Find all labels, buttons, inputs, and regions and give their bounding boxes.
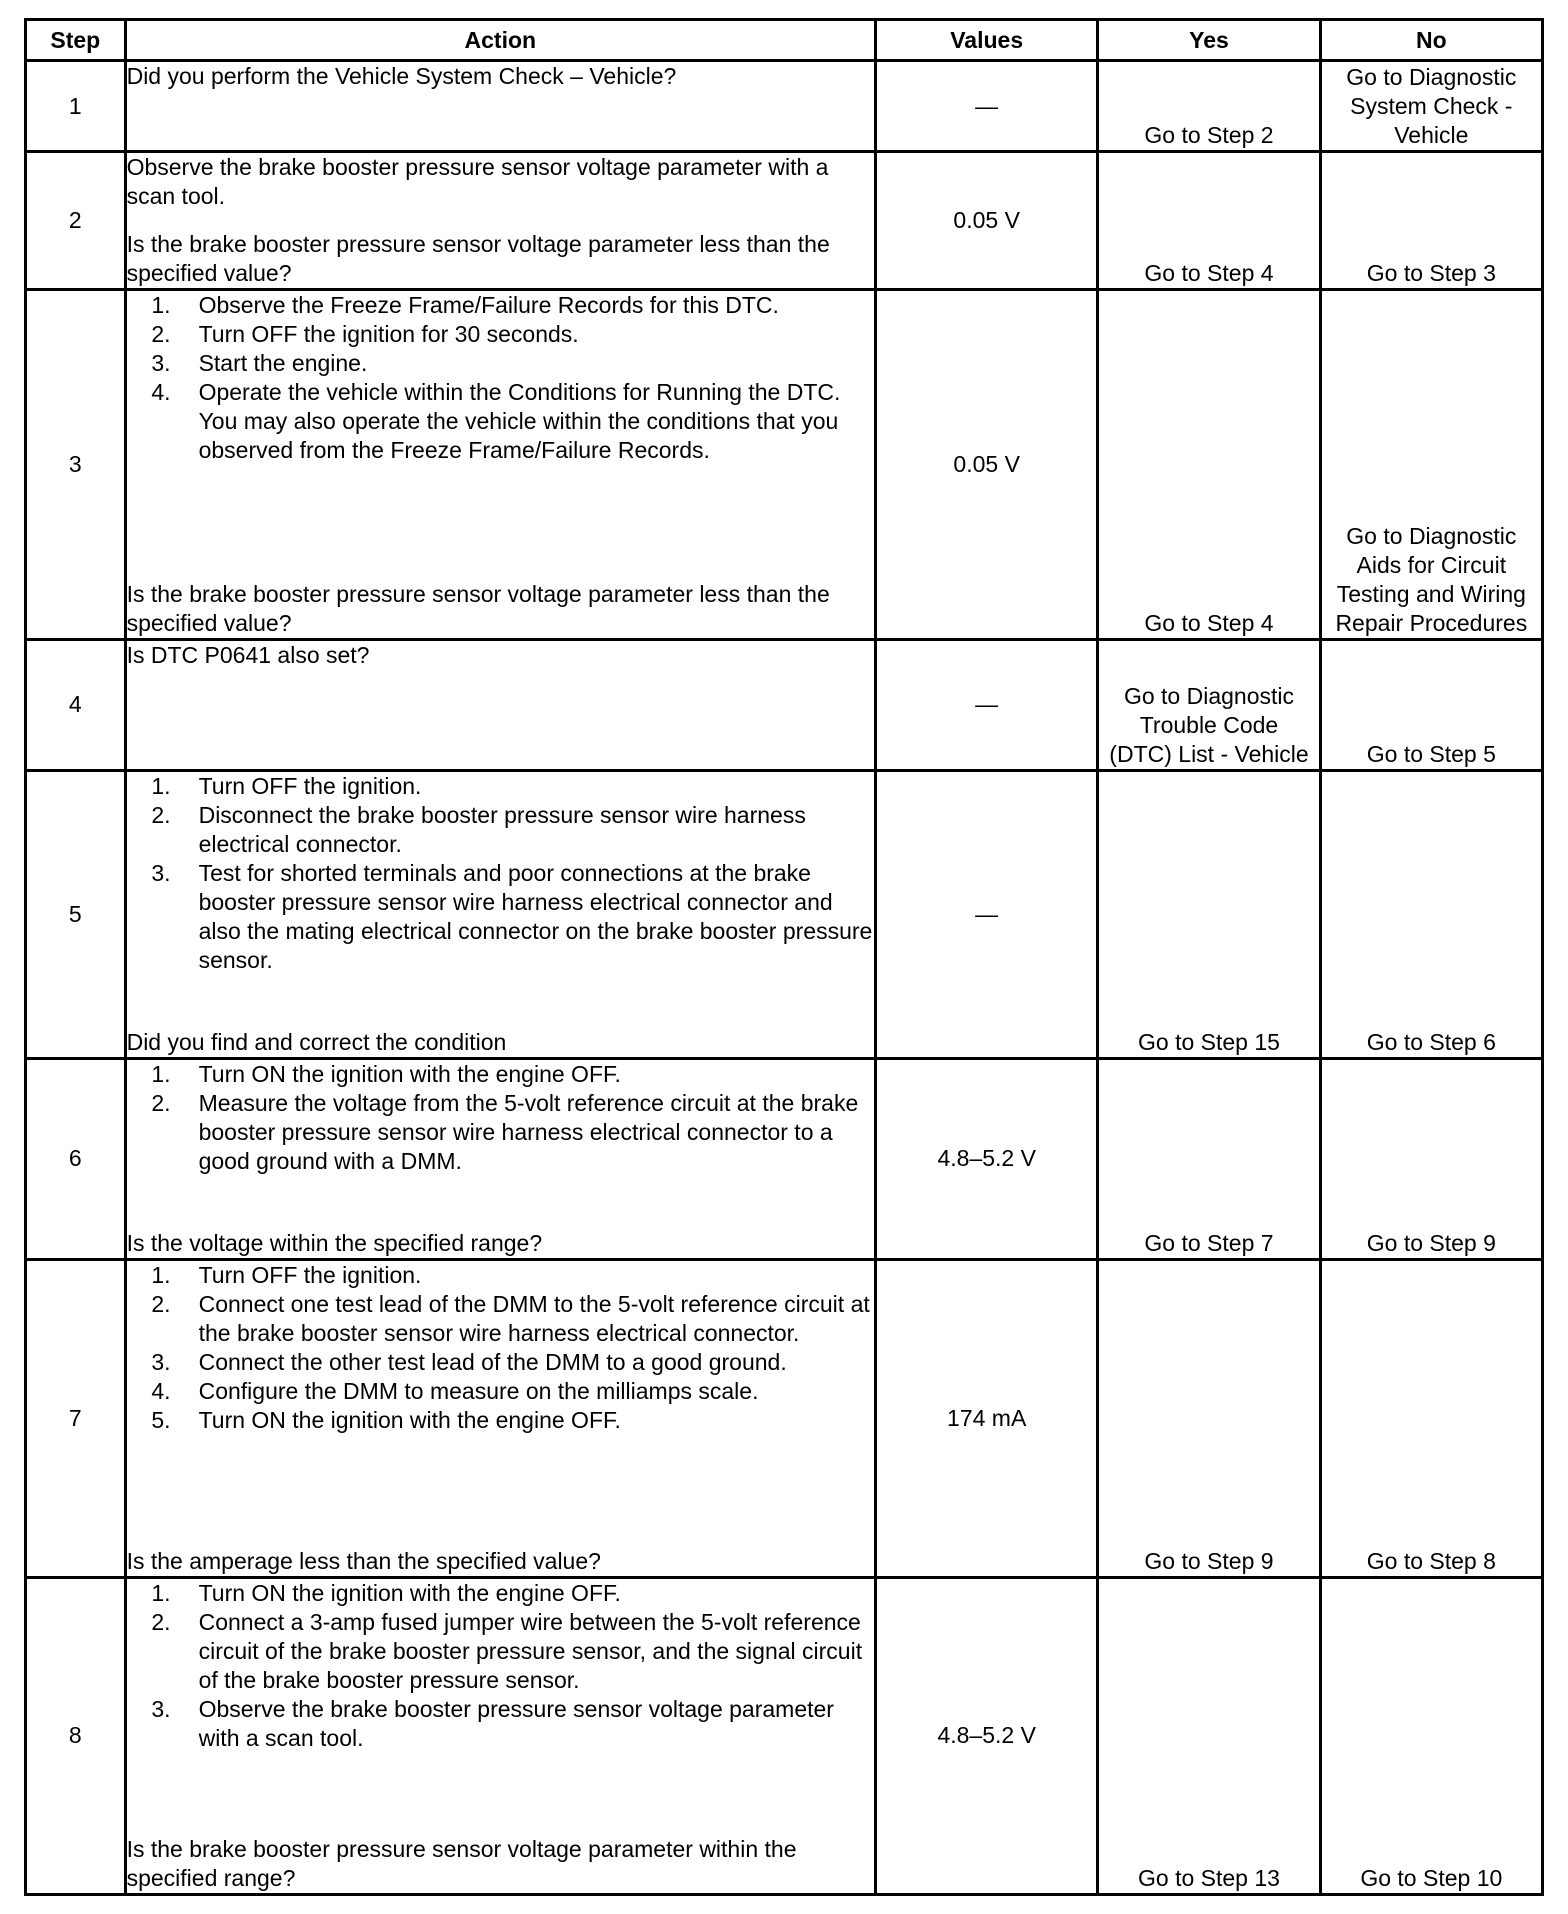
no-link[interactable]: Go to Step 9	[1366, 1229, 1496, 1256]
step-number: 6	[26, 1059, 126, 1260]
yes-link[interactable]: Go to Diagnostic Trouble Code (DTC) List - Vehicle	[1109, 683, 1309, 768]
item-number: 3.	[151, 1695, 171, 1722]
item-text: Turn ON the ignition with the engine OFF.	[198, 1579, 621, 1606]
header-action: Action	[125, 20, 875, 61]
yes-link[interactable]: Go to Step 13	[1138, 1865, 1280, 1891]
action-question: Is the amperage less than the specified value?	[126, 1547, 601, 1574]
item-text: Turn ON the ignition with the engine OFF.	[198, 1406, 621, 1433]
values-cell: 174 mA	[876, 1259, 1098, 1577]
item-text: Connect a 3-amp fused jumper wire between the 5-volt reference circuit of the brake booster pressure sensor, and the signal circuit of the brake booster pressure sensor.	[198, 1608, 863, 1693]
list-item	[127, 1608, 874, 1695]
action-cell	[125, 639, 875, 771]
no-link[interactable]: Go to Step 6	[1366, 1029, 1496, 1056]
item-text: Start the engine.	[198, 349, 368, 376]
action-cell	[125, 289, 875, 639]
item-text: Turn OFF the ignition for 30 seconds.	[198, 320, 579, 347]
yes-cell	[1098, 152, 1320, 290]
action-list	[127, 291, 874, 465]
item-number: 1.	[151, 1579, 171, 1606]
yes-link[interactable]: Go to Step 4	[1144, 259, 1274, 286]
list-item	[127, 1290, 874, 1348]
list-item	[127, 1695, 874, 1753]
table-row	[26, 289, 1543, 639]
list-item	[127, 1089, 874, 1176]
header-step: Step	[26, 20, 126, 61]
action-cell	[125, 61, 875, 152]
yes-cell	[1098, 289, 1320, 639]
item-text: Turn ON the ignition with the engine OFF.	[198, 1061, 621, 1088]
list-item	[127, 378, 874, 465]
action-text: Is DTC P0641 also set?	[126, 641, 370, 668]
item-text: Turn OFF the ignition.	[198, 1261, 422, 1288]
list-item	[127, 349, 874, 378]
item-number: 4.	[151, 378, 171, 405]
no-link[interactable]: Go to Step 3	[1366, 259, 1496, 286]
table-row	[26, 61, 1543, 152]
yes-link[interactable]: Go to Step 9	[1144, 1547, 1274, 1574]
no-link[interactable]: Go to Diagnostic Aids for Circuit Testing and Wiring Repair Procedures	[1335, 522, 1528, 636]
list-item	[127, 320, 874, 349]
action-question: Is the voltage within the specified range?	[126, 1229, 543, 1256]
no-cell	[1320, 1577, 1542, 1894]
yes-cell	[1098, 61, 1320, 152]
action-question: Is the brake booster pressure sensor voltage parameter less than the specified value?	[126, 230, 830, 286]
header-row	[26, 20, 1543, 61]
item-text: Test for shorted terminals and poor connections at the brake booster pressure sensor wire harness electrical connector and also the mating electrical connector on the brake booster pressure sensor.	[198, 860, 873, 974]
item-number: 1.	[151, 1061, 171, 1088]
values-cell: 0.05 V	[876, 152, 1098, 290]
action-list	[127, 1579, 874, 1753]
no-cell	[1320, 61, 1542, 152]
no-link[interactable]: Go to Step 8	[1366, 1547, 1496, 1574]
item-number: 4.	[151, 1377, 171, 1404]
list-item	[127, 1406, 874, 1435]
action-list	[127, 772, 874, 975]
action-question: Is the brake booster pressure sensor voltage parameter within the specified range?	[126, 1836, 797, 1891]
item-number: 3.	[151, 860, 171, 887]
list-item	[127, 1261, 874, 1290]
no-cell	[1320, 152, 1542, 290]
step-number: 1	[26, 61, 126, 152]
action-question: Did you find and correct the condition	[126, 1029, 507, 1056]
action-cell	[125, 1577, 875, 1894]
action-list	[127, 1261, 874, 1435]
item-number: 5.	[151, 1406, 171, 1433]
list-item	[127, 1348, 874, 1377]
no-link[interactable]: Go to Step 10	[1360, 1865, 1503, 1891]
values-cell: —	[876, 639, 1098, 771]
yes-link[interactable]: Go to Step 4	[1144, 609, 1274, 636]
action-list	[127, 1060, 874, 1176]
item-number: 1.	[151, 291, 171, 318]
action-cell	[125, 1259, 875, 1577]
item-number: 2.	[151, 1290, 171, 1317]
yes-cell	[1098, 639, 1320, 771]
item-text: Turn OFF the ignition.	[198, 773, 422, 800]
step-number: 8	[26, 1577, 126, 1894]
values-cell: 4.8–5.2 V	[876, 1059, 1098, 1260]
step-number: 7	[26, 1259, 126, 1577]
header-values: Values	[876, 20, 1098, 61]
table-row	[26, 1059, 1543, 1260]
yes-cell	[1098, 1577, 1320, 1894]
step-number: 4	[26, 639, 126, 771]
item-text: Connect the other test lead of the DMM to a good ground.	[198, 1348, 787, 1375]
yes-link[interactable]: Go to Step 15	[1138, 1029, 1280, 1056]
step-number: 2	[26, 152, 126, 290]
item-number: 1.	[151, 1261, 171, 1288]
header-no: No	[1320, 20, 1542, 61]
header-yes: Yes	[1098, 20, 1320, 61]
action-cell	[125, 152, 875, 290]
no-cell	[1320, 1059, 1542, 1260]
table-row	[26, 1577, 1543, 1894]
item-text: Disconnect the brake booster pressure sensor wire harness electrical connector.	[198, 802, 806, 858]
table-row	[26, 771, 1543, 1059]
item-number: 2.	[151, 1608, 171, 1635]
list-item	[127, 801, 874, 859]
values-cell: 4.8–5.2 V	[876, 1577, 1098, 1894]
item-number: 1.	[151, 773, 171, 800]
item-text: Observe the brake booster pressure sensor voltage parameter with a scan tool.	[198, 1695, 834, 1751]
item-number: 3.	[151, 1348, 171, 1375]
item-number: 2.	[151, 802, 171, 829]
diagnostic-table	[24, 18, 1544, 1896]
yes-link[interactable]: Go to Step 2	[1144, 122, 1274, 149]
no-link[interactable]: Go to Step 5	[1366, 741, 1496, 768]
yes-cell	[1098, 1059, 1320, 1260]
item-number: 2.	[151, 1090, 171, 1117]
item-number: 2.	[151, 320, 171, 347]
item-text: Observe the Freeze Frame/Failure Records for this DTC.	[198, 291, 779, 318]
yes-cell	[1098, 1259, 1320, 1577]
list-item	[127, 1060, 874, 1089]
no-link[interactable]: Go to Diagnostic System Check - Vehicle	[1346, 64, 1517, 149]
action-cell	[125, 771, 875, 1059]
values-cell: —	[876, 61, 1098, 152]
table-row	[26, 639, 1543, 771]
item-text: Measure the voltage from the 5-volt reference circuit at the brake booster pressure sensor wire harness electrical connector to a good ground with a DMM.	[198, 1090, 859, 1175]
action-question: Is the brake booster pressure sensor voltage parameter less than the specified value?	[126, 580, 830, 636]
list-item	[127, 1377, 874, 1406]
table-row	[26, 1259, 1543, 1577]
item-text: Operate the vehicle within the Conditions for Running the DTC. You may also operate the vehicle within the conditions that you observed from the Freeze Frame/Failure Records.	[198, 378, 841, 463]
values-cell: —	[876, 771, 1098, 1059]
no-cell	[1320, 639, 1542, 771]
action-text: Did you perform the Vehicle System Check – Vehicle?	[126, 63, 677, 89]
no-cell	[1320, 289, 1542, 639]
step-number: 3	[26, 289, 126, 639]
list-item	[127, 772, 874, 801]
list-item	[127, 291, 874, 320]
action-cell	[125, 1059, 875, 1260]
item-text: Configure the DMM to measure on the milliamps scale.	[198, 1377, 759, 1404]
item-text: Connect one test lead of the DMM to the 5-volt reference circuit at the brake booster sensor wire harness electrical connector.	[198, 1290, 870, 1346]
list-item	[127, 859, 874, 975]
action-text: Observe the brake booster pressure sensor voltage parameter with a scan tool.	[126, 154, 829, 210]
table-row	[26, 152, 1543, 290]
no-cell	[1320, 1259, 1542, 1577]
list-item	[127, 1579, 874, 1608]
yes-cell	[1098, 771, 1320, 1059]
no-cell	[1320, 771, 1542, 1059]
item-number: 3.	[151, 349, 171, 376]
step-number: 5	[26, 771, 126, 1059]
values-cell: 0.05 V	[876, 289, 1098, 639]
yes-link[interactable]: Go to Step 7	[1144, 1229, 1274, 1256]
